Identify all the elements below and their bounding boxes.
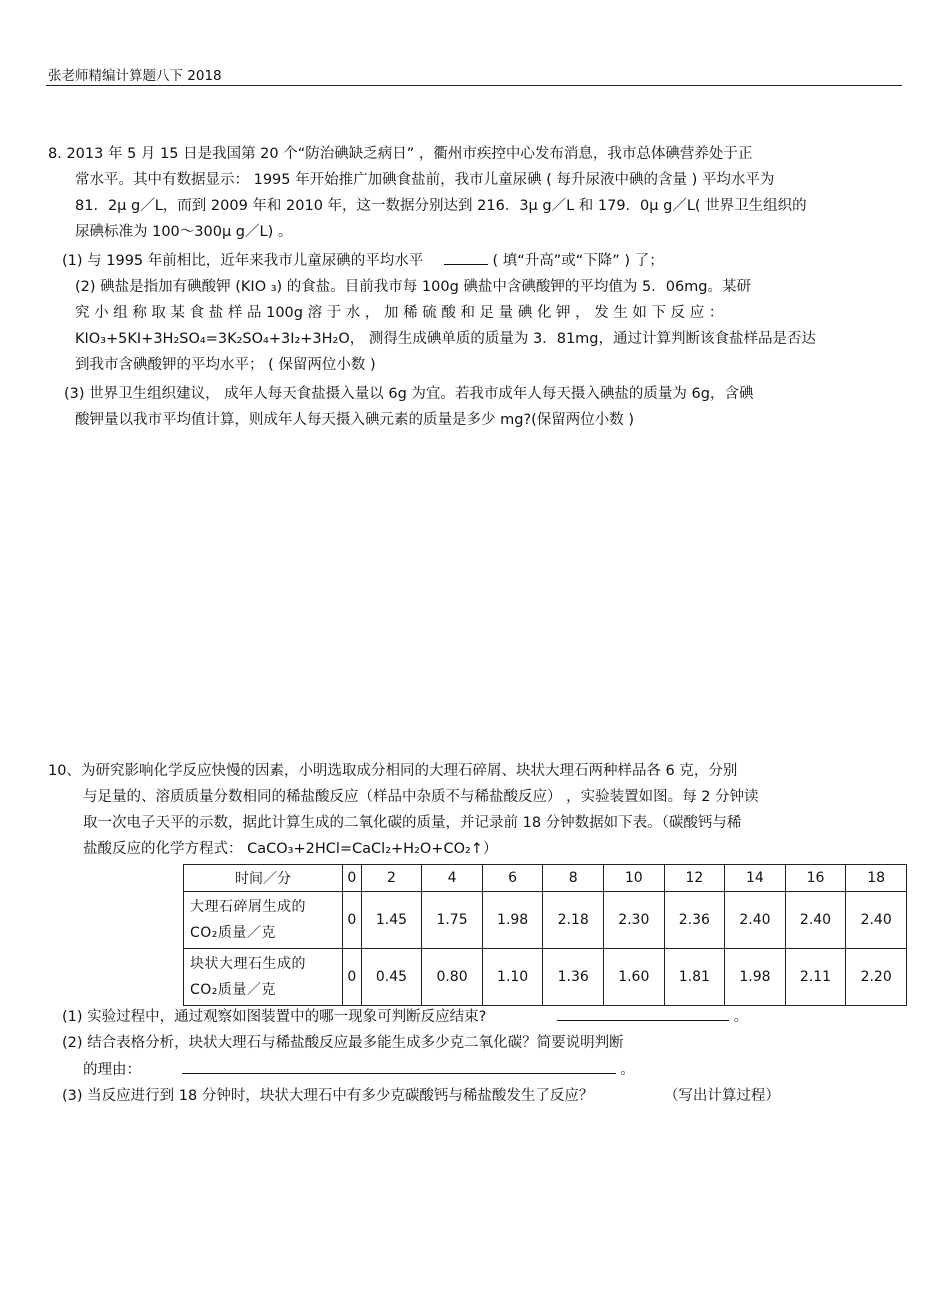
table-cell: 2.40	[725, 892, 786, 949]
q10-text-line-3: 取一次电子天平的示数，据此计算生成的二氧化碳的质量，并记录前 18 分钟数据如下表。（碳酸钙与稀	[83, 815, 742, 831]
table-cell: 2.40	[846, 892, 907, 949]
q10-sub3-prompt: (3) 当反应进行到 18 分钟时，块状大理石中有多少克碳酸钙与稀盐酸发生了反应？	[62, 1088, 594, 1104]
q10-sub1-answer-blank[interactable]	[557, 1006, 729, 1021]
q8-text-line-2: 常水平。其中有数据显示： 1995 年开始推广加碘食盐前，我市儿童尿碘 ( 每升尿液中碘的含量 ) 平均水平为	[75, 172, 775, 188]
q10-sub2-line-2	[83, 1059, 635, 1080]
co2-data-table	[183, 864, 907, 1006]
q8-sub1	[62, 250, 664, 271]
q8-text-line-1: 8. 2013 年 5 月 15 日是我国第 20 个“防治碘缺乏病日” ，衢州市疾控中心发布消息，我市总体碘营养处于正	[48, 146, 753, 162]
table-cell: 1.36	[543, 949, 604, 1006]
time-cell: 16	[785, 865, 846, 892]
table-row-marble-blocks	[184, 949, 907, 1006]
table-row-marble-chips	[184, 892, 907, 949]
q8-sub1-answer-blank[interactable]	[444, 250, 488, 265]
q8-sub1-hint: ( 填“升高”或“下降” ) 了；	[492, 253, 664, 269]
time-cell: 6	[482, 865, 543, 892]
q8-sub2-line-4: 到我市含碘酸钾的平均水平； ( 保留两位小数 )	[75, 357, 376, 373]
q10-sub1-prompt: (1) 实验过程中，通过观察如图装置中的哪一现象可判断反应结束?	[62, 1009, 487, 1025]
q10-sub2-prompt: 的理由：	[83, 1062, 141, 1078]
table-cell: 1.45	[361, 892, 422, 949]
q8-sub3-line-1: (3) 世界卫生组织建议， 成年人每天食盐摄入量以 6g 为宜。若我市成年人每天摄入碘盐的质量为 6g，含碘	[64, 386, 754, 402]
table-cell: 1.98	[725, 949, 786, 1006]
table-cell: 1.10	[482, 949, 543, 1006]
table-cell: 1.60	[603, 949, 664, 1006]
q10-sub2-line-1: (2) 结合表格分析，块状大理石与稀盐酸反应最多能生成多少克二氧化碳？简要说明判断	[62, 1035, 624, 1051]
table-cell: 0	[343, 949, 362, 1006]
q10-sub3	[62, 1086, 780, 1106]
q10-sub2-answer-blank[interactable]	[182, 1059, 616, 1074]
time-cell: 10	[603, 865, 664, 892]
table-cell: 2.11	[785, 949, 846, 1006]
time-cell: 0	[343, 865, 362, 892]
q10-sub2-end: 。	[620, 1062, 635, 1078]
table-cell: 1.98	[482, 892, 543, 949]
table-cell: 0.80	[422, 949, 483, 1006]
q10-sub1	[62, 1006, 748, 1027]
row-label-marble-chips: 大理石碎屑生成的 CO₂质量／克	[184, 892, 343, 949]
q8-sub2-line-1: (2) 碘盐是指加有碘酸钾 (KIO ₃) 的食盐。目前我市每 100g 碘盐中含碘酸钾的平均值为 5．06mg。某研	[75, 279, 752, 295]
q10-text-line-1: 10、为研究影响化学反应快慢的因素，小明选取成分相同的大理石碎屑、块状大理石两种样品各 6 克，分别	[48, 763, 738, 779]
q10-sub3-note: （写出计算过程）	[663, 1088, 780, 1104]
table-cell: 1.75	[422, 892, 483, 949]
header-divider	[46, 85, 902, 86]
q10-text-line-2: 与足量的、溶质质量分数相同的稀盐酸反应（样品中杂质不与稀盐酸反应） ，实验装置如图。每 2 分钟读	[83, 789, 759, 805]
table-cell: 2.40	[785, 892, 846, 949]
table-cell: 2.30	[603, 892, 664, 949]
table-cell: 1.81	[664, 949, 725, 1006]
time-cell: 18	[846, 865, 907, 892]
q8-sub1-prompt: (1) 与 1995 年前相比，近年来我市儿童尿碘的平均水平	[62, 253, 424, 269]
time-header-label: 时间／分	[184, 865, 343, 892]
time-cell: 2	[361, 865, 422, 892]
q10-text-line-4: 盐酸反应的化学方程式： CaCO₃+2HCl=CaCl₂+H₂O+CO₂↑）	[83, 841, 498, 857]
table-cell: 2.20	[846, 949, 907, 1006]
table-header-row	[184, 865, 907, 892]
table-cell: 0.45	[361, 949, 422, 1006]
time-cell: 14	[725, 865, 786, 892]
q8-sub2-line-2: 究 小 组 称 取 某 食 盐 样 品 100g 溶 于 水 ， 加 稀 硫 酸 和 足 量 碘 化 钾 ， 发 生 如 下 反 应 ：	[75, 305, 724, 321]
q8-sub3-line-2: 酸钾量以我市平均值计算，则成年人每天摄入碘元素的质量是多少 mg?(保留两位小数 )	[75, 412, 635, 428]
row-label-marble-blocks: 块状大理石生成的 CO₂质量／克	[184, 949, 343, 1006]
q8-text-line-4: 尿碘标准为 100～300μ g／L) 。	[75, 224, 293, 240]
table-cell: 2.18	[543, 892, 604, 949]
q8-sub2-line-3: KIO₃+5KI+3H₂SO₄=3K₂SO₄+3I₂+3H₂O， 测得生成碘单质的质量为 3．81mg，通过计算判断该食盐样品是否达	[75, 331, 817, 347]
q8-text-line-3: 81．2μ g／L，而到 2009 年和 2010 年，这一数据分别达到 216．3μ g／L 和 179．0μ g／L( 世界卫生组织的	[75, 198, 807, 214]
q10-sub1-end: 。	[733, 1009, 749, 1025]
page-header: 张老师精编计算题八下 2018	[48, 68, 222, 84]
table-cell: 2.36	[664, 892, 725, 949]
time-cell: 8	[543, 865, 604, 892]
table-cell: 0	[343, 892, 362, 949]
time-cell: 12	[664, 865, 725, 892]
time-cell: 4	[422, 865, 483, 892]
